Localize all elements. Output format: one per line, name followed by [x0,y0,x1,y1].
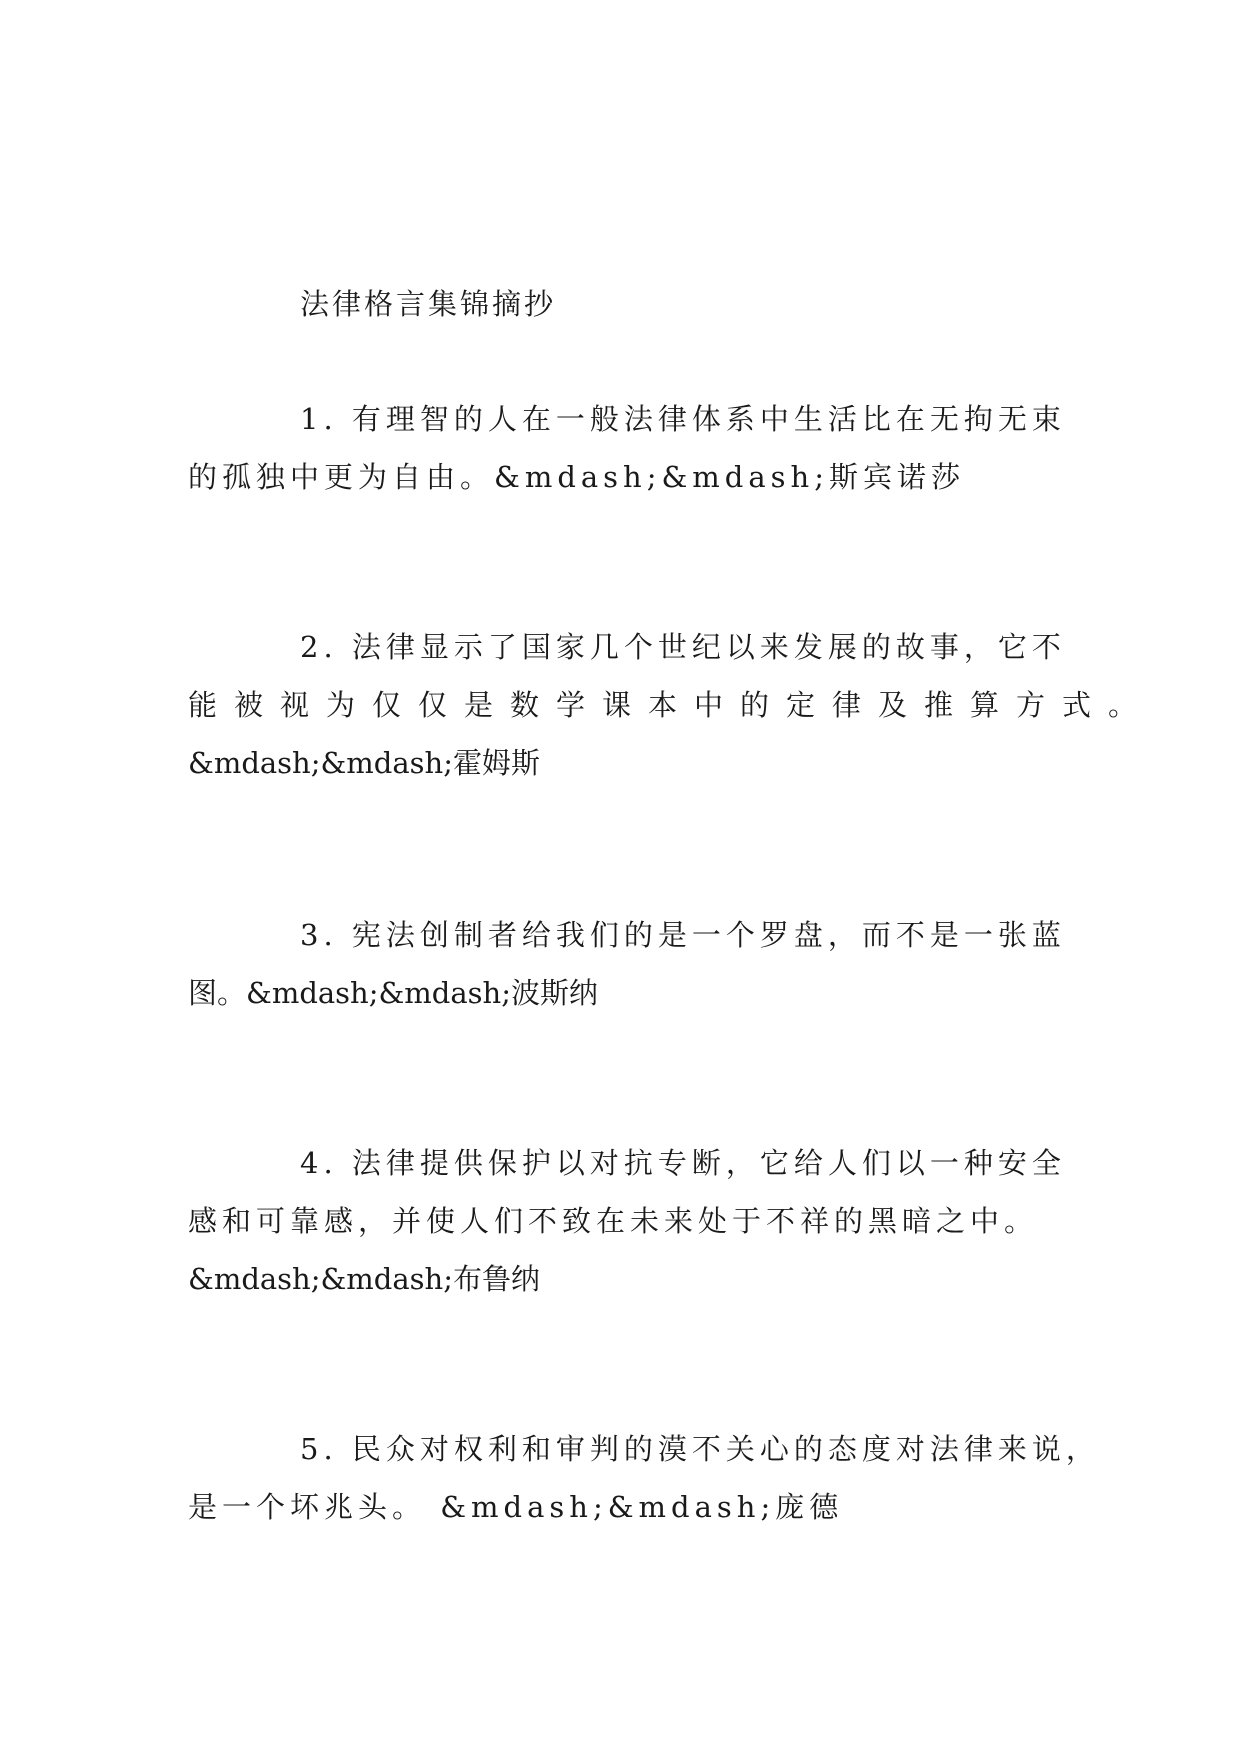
document-title: 法律格言集锦摘抄 [300,287,557,321]
quote-4 [188,1134,1066,1308]
quote-line: 4. 法律提供保护以对抗专断，它给人们以一种安全 [300,1146,1066,1180]
quote-line: 3. 宪法创制者给我们的是一个罗盘，而不是一张蓝 [300,918,1066,952]
quote-line: 2. 法律显示了国家几个世纪以来发展的故事，它不 [300,630,1066,664]
quote-line: &mdash;&mdash;霍姆斯 [188,746,540,780]
quote-line: 5. 民众对权利和审判的漠不关心的态度对法律来说， [300,1432,1100,1466]
quote-line: 能被视为仅仅是数学课本中的定律及推算方式。 [188,688,1155,722]
quote-line: 的孤独中更为自由。&mdash;&mdash;斯宾诺莎 [188,460,965,494]
quote-5 [188,1420,1100,1536]
quote-line: 图。&mdash;&mdash;波斯纳 [188,976,598,1010]
quote-1 [188,390,1066,506]
quote-line: &mdash;&mdash;布鲁纳 [188,1262,540,1296]
quote-2 [188,618,1155,792]
quote-line: 是一个坏兆头。 &mdash;&mdash;庞德 [188,1490,844,1524]
quote-line: 1. 有理智的人在一般法律体系中生活比在无拘无束 [300,402,1066,436]
quote-3 [188,906,1066,1022]
quote-line: 感和可靠感，并使人们不致在未来处于不祥的黑暗之中。 [188,1204,1039,1238]
